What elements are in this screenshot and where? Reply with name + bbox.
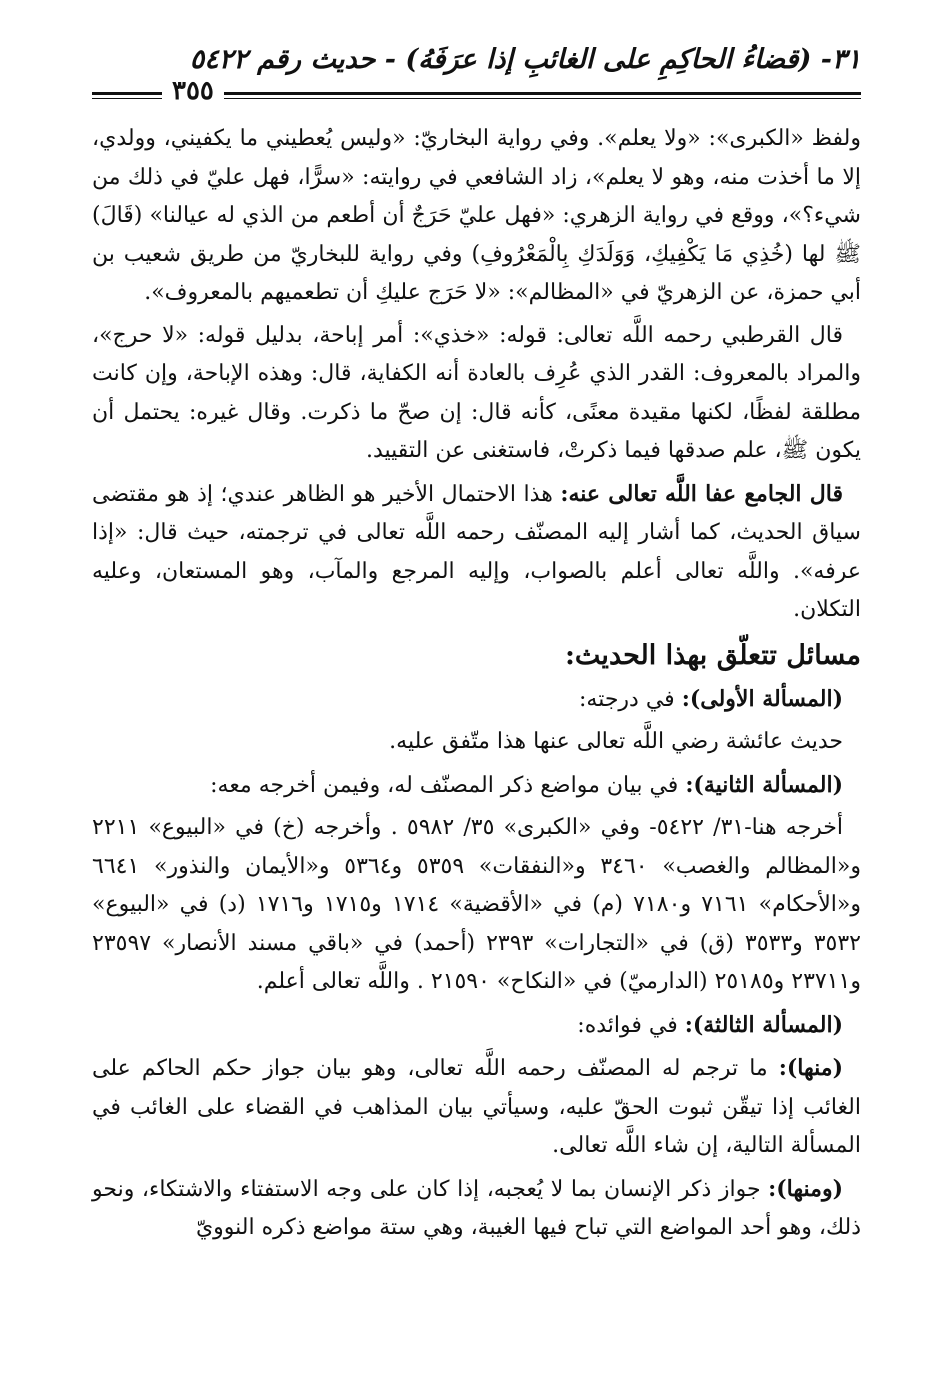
page-number: ٣٥٥ [162, 76, 224, 106]
masala-text: حديث عائشة رضي اللَّه تعالى عنها هذا متّفق عليه. [389, 729, 843, 754]
paragraph-lead: قال الجامع عفا اللَّه تعالى عنه: [560, 480, 843, 507]
masala-text: أخرجه هنا-٣١/ ٥٤٢٢- وفي «الكبرى» ٣٥/ ٥٩٨٢ . وأخرجه (خ) في «البيوع» ٢٢١١ و«المظالم والغصب» ٣٤٦٠ و«النفقات» ٥٣٥٩ و٥٣٦٤ و«الأيمان والنذور» ٦٦٤١ و«الأحكام» ٧١٦١ و٧١٨٠ (م) في «الأقضية» ١٧١٤ و١٧١٥ و١٧١٦ (د) في «البيوع» ٣٥٣٢ و٣٥٣٣ (ق) في «التجارات» ٢٣٩٣ (أحمد) في «باقي مسند الأنصار» ٢٣٥٩٧ و٢٣٧١١ و٢٥١٨٥ (الدارميّ) في «النكاح» ٢١٥٩٠ . واللَّه تعالى أعلم. [92, 815, 861, 994]
masala-lead: (المسألة الأولى): [681, 685, 843, 712]
faida-1 [92, 1049, 861, 1166]
masala-lead: (المسألة الثانية): [685, 771, 843, 798]
paragraph-text: هذا الاحتمال الأخير هو الظاهر عندي؛ إذ هو مقتضى سياق الحديث، كما أشار إليه المصنّف رحمه اللَّه تعالى في ترجمته، حيث قال: «إذا عرفه». واللَّه تعالى أعلم بالصواب، وإليه المرجع والمآب، وهو المستعان، وعليه التكلان. [92, 481, 861, 622]
body-text [92, 120, 861, 1248]
masala-text: في درجته: [578, 686, 682, 712]
masala-text: في بيان مواضع ذكر المصنّف له، وفيمن أخرجه معه: [210, 772, 686, 798]
paragraph-jami [92, 475, 861, 630]
faida-text: ما ترجم له المصنّف رحمه اللَّه تعالى، وهو بيان جواز حكم الحاكم على الغائب إذا تيقّن ثبوت الحقّ عليه، وسيأتي بيان المذاهب في القضاء على الغائب في المسألة التالية، إن شاء اللَّه تعالى. [92, 1056, 861, 1158]
faida-lead: (منها): [778, 1055, 843, 1081]
paragraph-text: ولفظ «الكبرى»: «ولا يعلم». وفي رواية البخاريّ: «وليس يُعطيني ما يكفيني، وولدي، إلا ما أخذت منه، وهو لا يعلم»، زاد الشافعي في روايته: «سرًّا، فهل عليّ في ذلك من شيء؟»، ووقع في رواية الزهري: «فهل عليّ حَرَجٌ أن أطعم من الذي له عيالنا» (قَالَ) ﷺ لها (خُذِي مَا يَكْفِيكِ، وَوَلَدَكِ بِالْمَعْرُوفِ) وفي رواية للبخاريّ من طريق شعيب بن أبي حمزة، عن الزهريّ في «المظالم»: «لا حَرَج عليكِ أن تطعميهم بالمعروف». [92, 126, 861, 305]
paragraph-hadith-wording [92, 120, 861, 313]
masala-2-body [92, 809, 861, 1002]
header-title: ٣١- (قضاءُ الحاكِمِ على الغائبِ إذا عرَفَهُ) - حديث رقم ٥٤٢٢ [189, 44, 861, 75]
masala-2-heading [92, 766, 861, 806]
masala-1-heading [92, 680, 861, 720]
paragraph-text: قال القرطبي رحمه اللَّه تعالى: قوله: «خذي»: أمر إباحة، بدليل قوله: «لا حرج»، والمراد بالمعروف: القدر الذي عُرِف بالعادة أنه الكفاية، قال: وهذه الإباحة، وإن كانت مطلقة لفظًا، لكنها مقيدة معنًى، كأنه قال: إن صحّ ما ذكرت. وقال غيره: يحتمل أن يكون ﷺ، علم صدقها فيما ذكرتْ، فاستغنى عن التقييد. [92, 322, 861, 463]
masala-1-body [92, 723, 861, 762]
masala-text: في فوائده: [577, 1012, 685, 1038]
faida-text: جواز ذكر الإنسان بما لا يُعجبه، إذا كان على وجه الاستفتاء والاشتكاء، ونحو ذلك، وهو أحد المواضع التي تباح فيها الغيبة، وهي ستة مواضع ذكره النوويّ [92, 1176, 861, 1240]
faida-2 [92, 1170, 861, 1248]
running-header [92, 40, 861, 80]
header-rule [92, 76, 861, 112]
section-title: مسائل تتعلّق بهذا الحديث: [564, 639, 861, 671]
masala-lead: (المسألة الثالثة): [684, 1011, 843, 1038]
faida-lead: (ومنها): [768, 1175, 843, 1202]
masala-3-heading [92, 1006, 861, 1046]
paragraph-qurtubi [92, 317, 861, 471]
